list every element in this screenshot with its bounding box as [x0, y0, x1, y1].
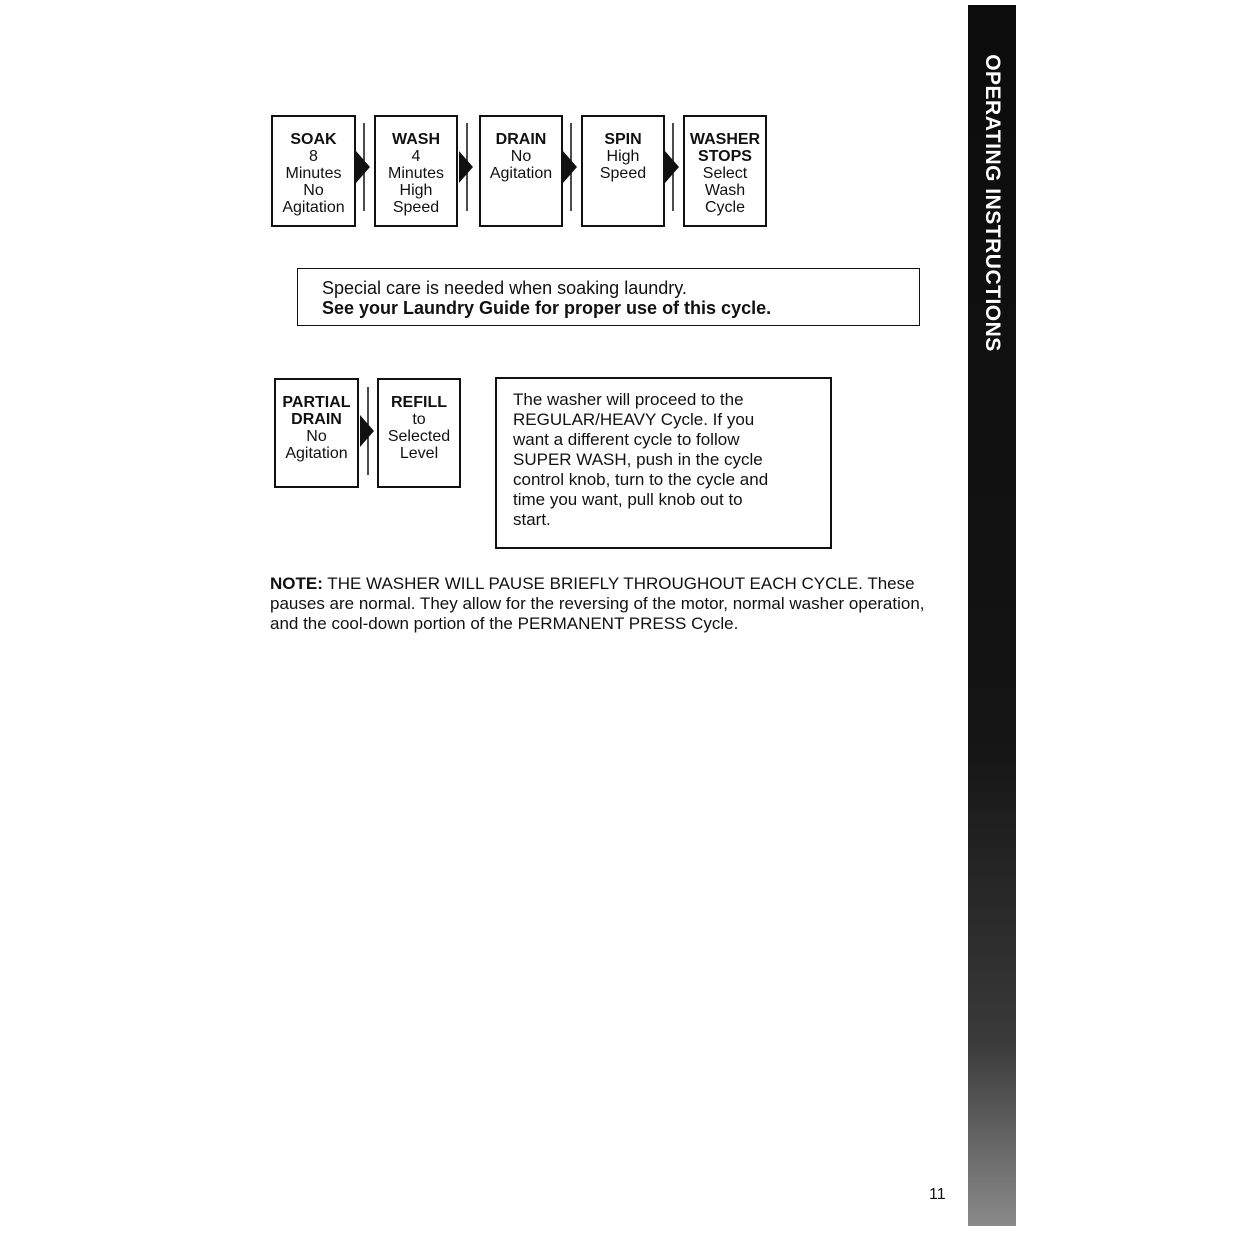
step-heading: WASHER: [689, 131, 761, 148]
step-heading: DRAIN: [495, 131, 547, 148]
step-detail: High: [399, 182, 433, 199]
step-detail: 4: [411, 148, 421, 165]
step-partial-drain: [274, 378, 359, 488]
step-wash: [374, 115, 458, 227]
info-line: REGULAR/HEAVY Cycle. If you: [513, 410, 755, 429]
step-soak: [271, 115, 356, 227]
step-detail: Minutes: [387, 165, 445, 182]
info-line: SUPER WASH, push in the cycle: [513, 450, 763, 469]
step-detail: Wash: [704, 182, 746, 199]
step-detail: Agitation: [489, 165, 553, 182]
step-detail: No: [510, 148, 532, 165]
caution-guide-text: See your Laundry Guide for proper use of this cycle.: [322, 298, 772, 318]
step-detail: No: [303, 182, 324, 199]
note-paragraph: [270, 574, 950, 634]
info-line: control knob, turn to the cycle and: [513, 470, 769, 489]
step-detail: Selected: [387, 428, 451, 445]
step-detail: High: [606, 148, 640, 165]
arrow-right-icon: [459, 123, 475, 211]
step-detail: to: [412, 411, 426, 428]
step-detail: Speed: [599, 165, 647, 182]
step-heading: WASH: [392, 131, 440, 148]
page-number: 11: [929, 1186, 946, 1203]
step-detail: Level: [399, 445, 439, 462]
step-detail: Select: [702, 165, 748, 182]
info-line: time you want, pull knob out to: [513, 490, 743, 509]
step-spin: [581, 115, 665, 227]
arrow-right-icon: [356, 123, 372, 211]
step-heading: STOPS: [698, 148, 752, 165]
caution-text: Special care is needed when soaking laundry.: [322, 278, 687, 298]
step-detail: 8: [309, 148, 318, 165]
step-refill: [377, 378, 461, 488]
step-heading: REFILL: [391, 394, 447, 411]
step-detail: Agitation: [285, 445, 348, 462]
info-line: The washer will proceed to the: [513, 390, 744, 409]
step-detail: Speed: [392, 199, 440, 216]
note-body-text: These pauses are normal. They allow for the reversing of the motor, normal washer operation, and the cool-down portion of the PERMANENT PRESS Cycle.: [270, 574, 925, 633]
step-detail: Agitation: [282, 199, 345, 216]
note-label: NOTE:: [270, 574, 323, 593]
step-washer-stops: [683, 115, 767, 227]
arrow-right-icon: [360, 387, 376, 475]
step-detail: Minutes: [285, 165, 342, 182]
info-line: want a different cycle to follow: [513, 430, 740, 449]
caution-box: [297, 268, 920, 326]
step-detail: No: [306, 428, 327, 445]
arrow-right-icon: [665, 123, 681, 211]
step-heading: DRAIN: [291, 411, 342, 428]
step-heading: SPIN: [604, 131, 642, 148]
note-caps-text: THE WASHER WILL PAUSE BRIEFLY THROUGHOUT EACH CYCLE.: [322, 574, 863, 593]
step-heading: SOAK: [290, 131, 337, 148]
step-heading: PARTIAL: [282, 394, 351, 411]
arrow-right-icon: [563, 123, 579, 211]
info-line: start.: [513, 510, 551, 529]
info-box: [495, 377, 832, 549]
section-tab-label: OPERATING INSTRUCTIONS: [981, 54, 1004, 352]
section-tab: [968, 5, 1016, 1226]
step-detail: Cycle: [704, 199, 745, 216]
step-drain: [479, 115, 563, 227]
